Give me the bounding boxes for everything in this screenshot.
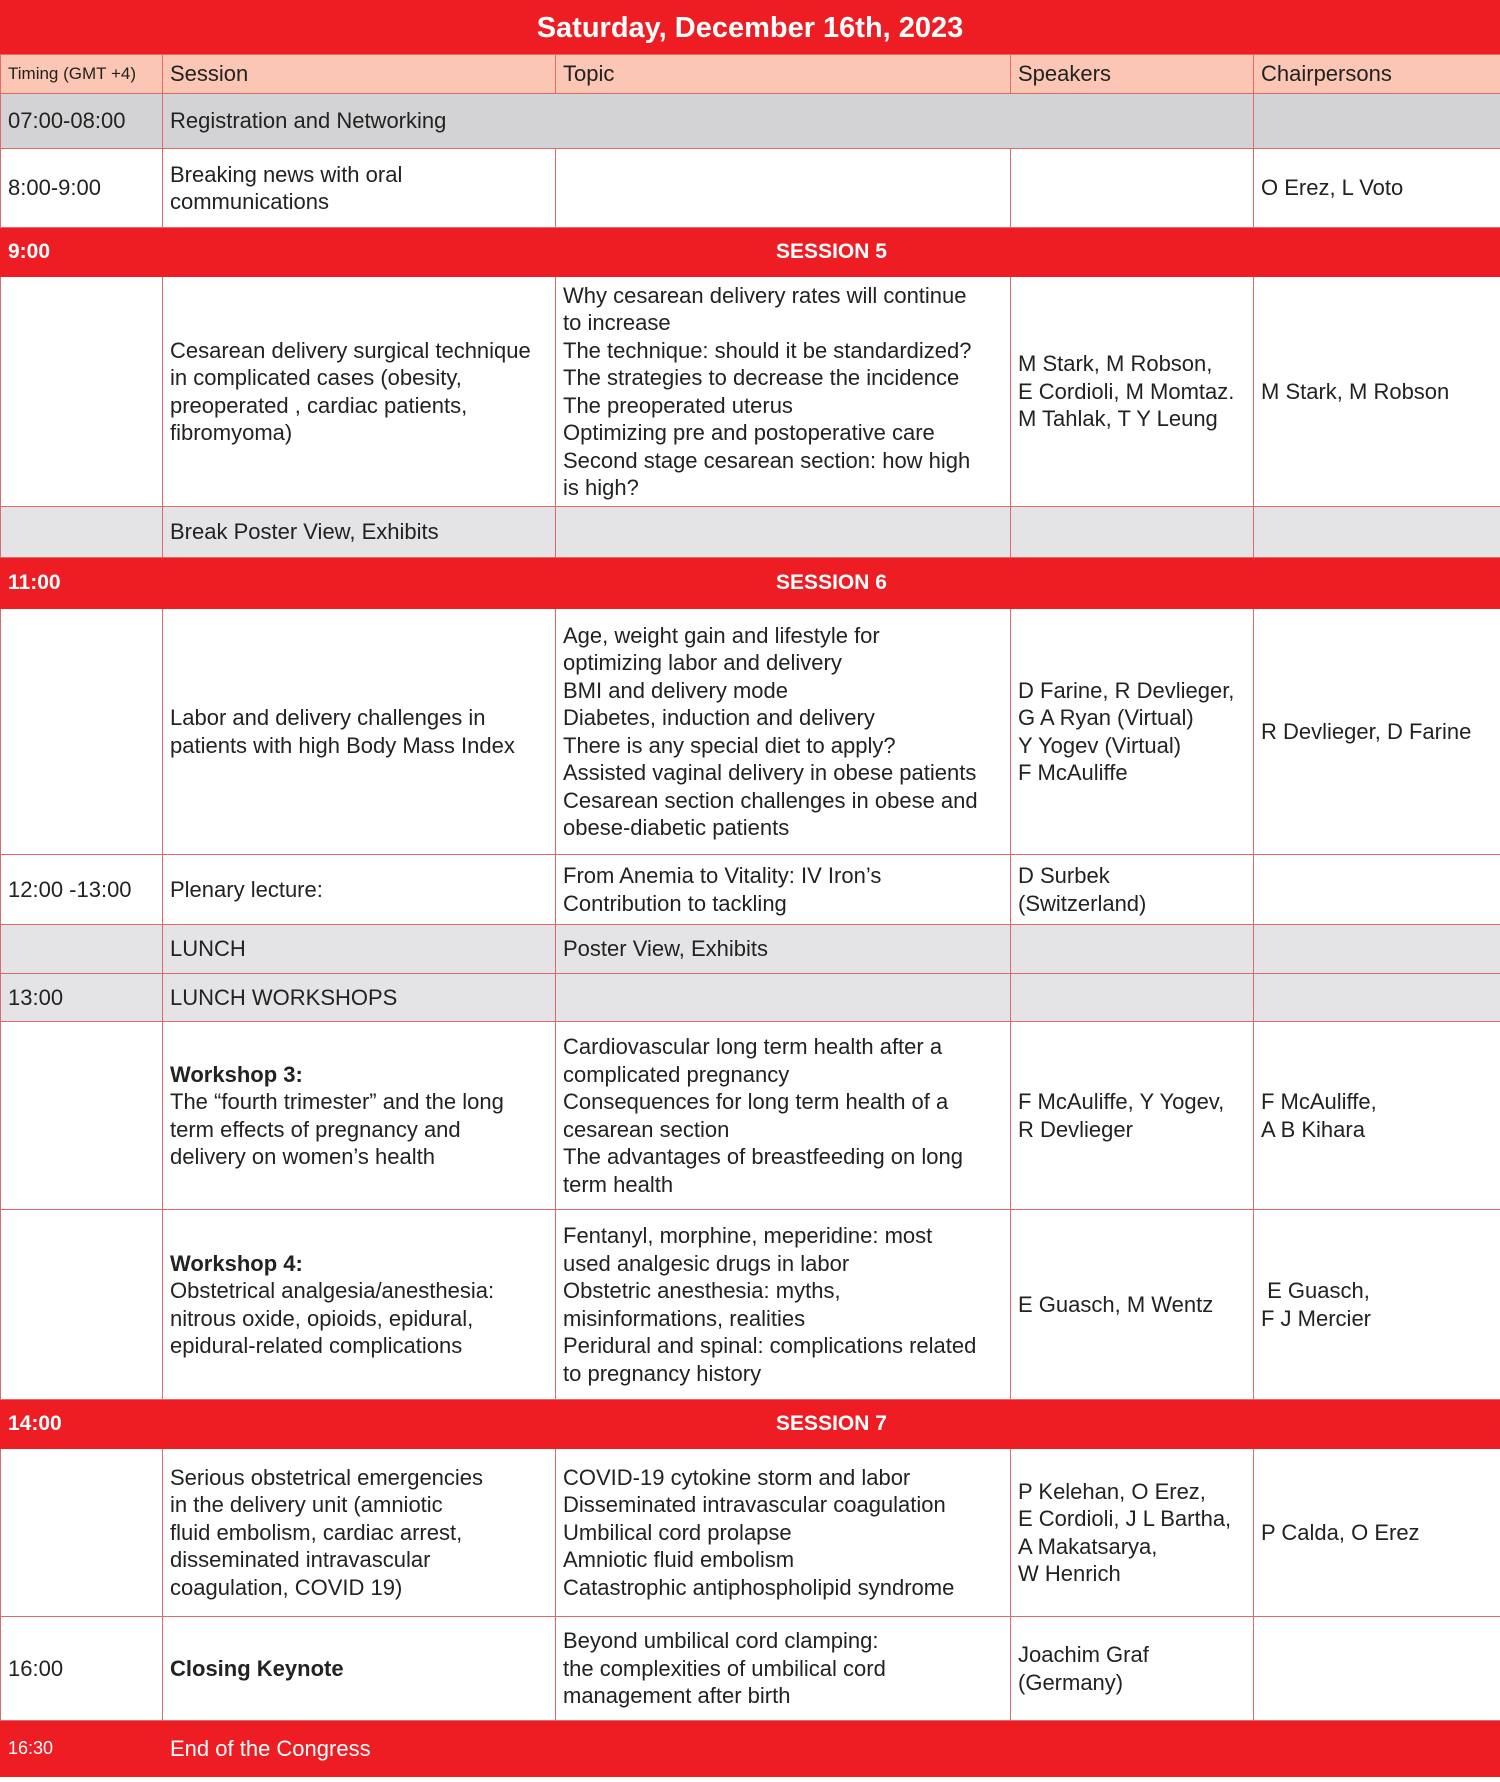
workshop-heading: Workshop 4: [170,1250,303,1276]
time-cell [1,1022,163,1210]
topic-cell [556,149,1011,228]
time-cell [1,925,163,974]
time-cell [1,1210,163,1400]
topic-cell: Age, weight gain and lifestyle for optimizing labor and delivery BMI and delivery mode Diabetes, induction and delivery There is any special diet to apply? Assisted vaginal delivery in obese patients Cesarean section challenges in obese and obese-diabetic patients [556,609,1011,855]
row-lunch-workshops [1,974,1500,1022]
session-cell: Serious obstetrical emergencies in the delivery unit (amniotic fluid embolism, cardiac arrest, disseminated intravascular coagulation, COVID 19) [163,1449,556,1617]
row-breaking-news [1,149,1500,228]
row-plenary [1,855,1500,925]
chairs-cell: M Stark, M Robson [1254,277,1500,507]
time-cell [1,609,163,855]
time-cell: 16:00 [1,1617,163,1721]
row-end-of-congress [1,1721,1500,1777]
speakers-cell: F McAuliffe, Y Yogev, R Devlieger [1011,1022,1254,1210]
speakers-cell: M Stark, M Robson, E Cordioli, M Momtaz. M Tahlak, T Y Leung [1011,277,1254,507]
header-row [1,55,1500,94]
schedule-table [0,54,1500,1777]
time-cell: 12:00 -13:00 [1,855,163,925]
topic-cell: Fentanyl, morphine, meperidine: most used analgesic drugs in labor Obstetric anesthesia: myths, misinformations, realities Peridural and spinal: complications related to pregnancy history [556,1210,1011,1400]
topic-cell: From Anemia to Vitality: IV Iron’s Contribution to tackling [556,855,1011,925]
speakers-cell: D Farine, R Devlieger, G A Ryan (Virtual) Y Yogev (Virtual) F McAuliffe [1011,609,1254,855]
row-closing-keynote [1,1617,1500,1721]
speakers-cell [1011,149,1254,228]
chairs-cell [1254,855,1500,925]
session-time: 14:00 [1,1400,163,1449]
chairs-cell: O Erez, L Voto [1254,149,1500,228]
session-label: SESSION 7 [163,1400,1500,1449]
session-cell: Workshop 4: Obstetrical analgesia/anesthesia: nitrous oxide, opioids, epidural, epidural-related complications [163,1210,556,1400]
row-labor [1,609,1500,855]
speakers-cell [1011,925,1254,974]
topic-cell: Cardiovascular long term health after a complicated pregnancy Consequences for long term health of a cesarean section The advantages of breastfeeding on long term health [556,1022,1011,1210]
session-cell: Break Poster View, Exhibits [163,507,556,558]
session-cell: Plenary lecture: [163,855,556,925]
workshop-heading: Workshop 3: [170,1061,303,1087]
header-session: Session [163,55,556,94]
topic-cell [556,974,1011,1022]
header-topic: Topic [556,55,1011,94]
chairs-cell: E Guasch, F J Mercier [1254,1210,1500,1400]
speakers-cell: E Guasch, M Wentz [1011,1210,1254,1400]
speakers-cell: D Surbek (Switzerland) [1011,855,1254,925]
session-time: 9:00 [1,228,163,277]
time-cell: 8:00-9:00 [1,149,163,228]
topic-cell: COVID-19 cytokine storm and labor Disseminated intravascular coagulation Umbilical cord prolapse Amniotic fluid embolism Catastrophic antiphospholipid syndrome [556,1449,1011,1617]
time-cell [1,1449,163,1617]
session-cell: Breaking news with oral communications [163,149,556,228]
time-cell: 13:00 [1,974,163,1022]
chairs-cell: P Calda, O Erez [1254,1449,1500,1617]
header-chairpersons: Chairpersons [1254,55,1500,94]
chairs-cell: F McAuliffe, A B Kihara [1254,1022,1500,1210]
time-cell: 07:00-08:00 [1,94,163,149]
row-cesarean [1,277,1500,507]
session-cell: LUNCH WORKSHOPS [163,974,556,1022]
row-session-7 [1,1400,1500,1449]
session-cell: Labor and delivery challenges in patients with high Body Mass Index [163,609,556,855]
session-cell: Registration and Networking [163,94,1254,149]
header-timing: Timing (GMT +4) [1,55,163,94]
row-emergencies [1,1449,1500,1617]
topic-cell: Poster View, Exhibits [556,925,1011,974]
chairs-cell: R Devlieger, D Farine [1254,609,1500,855]
session-time: 11:00 [1,558,163,609]
row-lunch [1,925,1500,974]
chairs-cell [1254,507,1500,558]
speakers-cell: Joachim Graf (Germany) [1011,1617,1254,1721]
session-cell: End of the Congress [163,1721,1500,1777]
chairs-cell [1254,1617,1500,1721]
session-cell: Closing Keynote [163,1617,556,1721]
session-label: SESSION 5 [163,228,1500,277]
row-session-5 [1,228,1500,277]
time-cell: 16:30 [1,1721,163,1777]
row-session-6 [1,558,1500,609]
row-workshop-4 [1,1210,1500,1400]
session-label: SESSION 6 [163,558,1500,609]
chairs-cell [1254,94,1500,149]
topic-cell [556,507,1011,558]
speakers-cell [1011,507,1254,558]
time-cell [1,507,163,558]
speakers-cell [1011,974,1254,1022]
speakers-cell: P Kelehan, O Erez, E Cordioli, J L Bartha, A Makatsarya, W Henrich [1011,1449,1254,1617]
session-cell: Workshop 3: The “fourth trimester” and the long term effects of pregnancy and delivery on women’s health [163,1022,556,1210]
chairs-cell [1254,925,1500,974]
session-cell: LUNCH [163,925,556,974]
chairs-cell [1254,974,1500,1022]
session-cell: Cesarean delivery surgical technique in complicated cases (obesity, preoperated , cardiac patients, fibromyoma) [163,277,556,507]
row-break [1,507,1500,558]
time-cell [1,277,163,507]
page-title: Saturday, December 16th, 2023 [0,0,1500,54]
row-registration [1,94,1500,149]
header-speakers: Speakers [1011,55,1254,94]
row-workshop-3 [1,1022,1500,1210]
topic-cell: Why cesarean delivery rates will continue to increase The technique: should it be standardized? The strategies to decrease the incidence The preoperated uterus Optimizing pre and postoperative care Second stage cesarean section: how high is high? [556,277,1011,507]
topic-cell: Beyond umbilical cord clamping: the complexities of umbilical cord management after birth [556,1617,1011,1721]
